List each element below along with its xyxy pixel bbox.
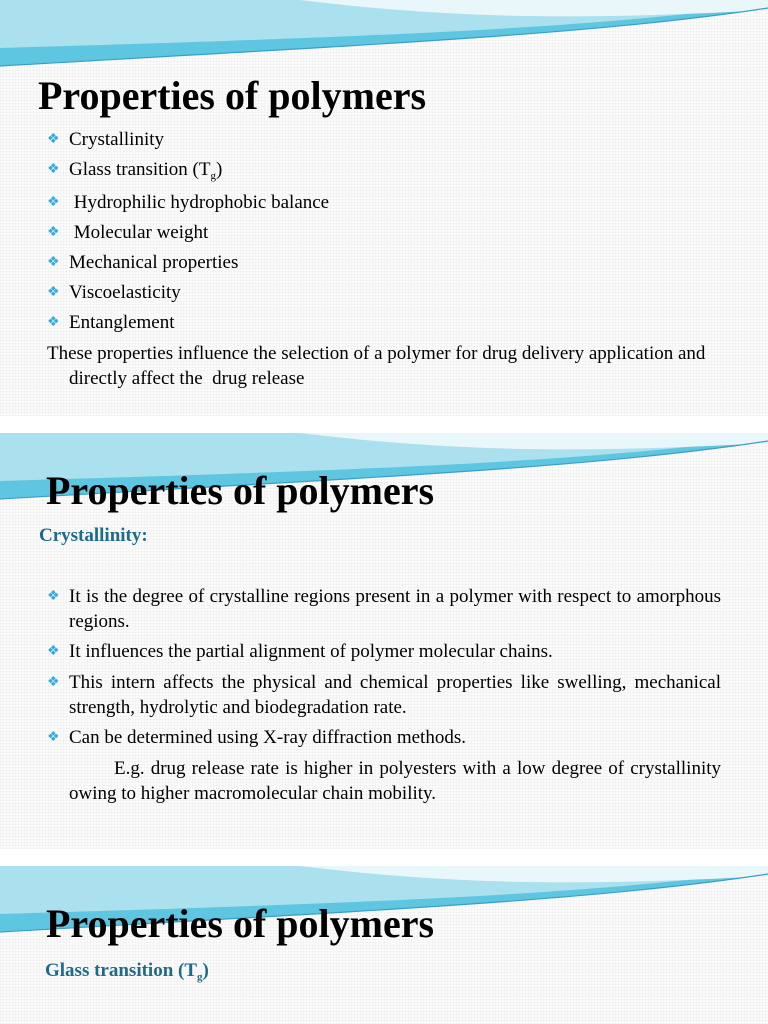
diamond-bullet-icon: ❖ [47,132,60,147]
section-subheading: Glass transition $(T_g)$ [45,960,209,983]
list-item: ❖ It influences the partial alignment of polymer molecular chains. [47,641,553,662]
list-item: ❖ Can be determined using X-ray diffraction methods. [47,727,466,748]
diamond-bullet-icon: ❖ [47,285,60,300]
list-item: ❖ Viscoelasticity [47,282,181,303]
list-item: ❖ Mechanical properties [47,252,239,273]
diamond-bullet-icon: ❖ [47,162,60,177]
slide-3 [0,866,768,1024]
slide-title: Properties of polymers [46,901,435,946]
list-item: ❖ Glass transition $(T_g)$ [47,159,223,182]
example-paragraph: E.g. drug release rate is higher in polyesters with a low degree of crystallinity owing to higher macromolecular chain mobility. [69,758,721,804]
slide-title: Properties of polymers [46,468,435,513]
list-item: ❖ This intern affects the physical and chemical properties like swelling, mechanical strength, hydrolytic and biodegradation rate. [47,672,721,718]
slide-1 [0,0,768,416]
diamond-bullet-icon: ❖ [47,675,60,690]
diamond-bullet-icon: ❖ [47,195,60,210]
diamond-bullet-icon: ❖ [47,589,60,604]
list-item: ❖ Hydrophilic hydrophobic balance [47,192,330,213]
list-item: ❖ Entanglement [47,312,175,333]
diamond-bullet-icon: ❖ [47,644,60,659]
list-item: ❖ Crystallinity [47,129,164,150]
slide-2 [0,433,768,849]
section-subheading: Crystallinity: [39,525,148,546]
list-item: ❖ It is the degree of crystalline regions present in a polymer with respect to amorphous regions. [47,586,721,632]
slide-title: Properties of polymers [38,73,427,118]
diamond-bullet-icon: ❖ [47,225,60,240]
diamond-bullet-icon: ❖ [47,255,60,270]
diamond-bullet-icon: ❖ [47,730,60,745]
list-item: ❖ Molecular weight [47,222,209,243]
diamond-bullet-icon: ❖ [47,315,60,330]
header-wave-decoration [0,0,768,70]
summary-paragraph: These properties influence the selection of a polymer for drug delivery application and directly affect the drug release [47,343,711,389]
